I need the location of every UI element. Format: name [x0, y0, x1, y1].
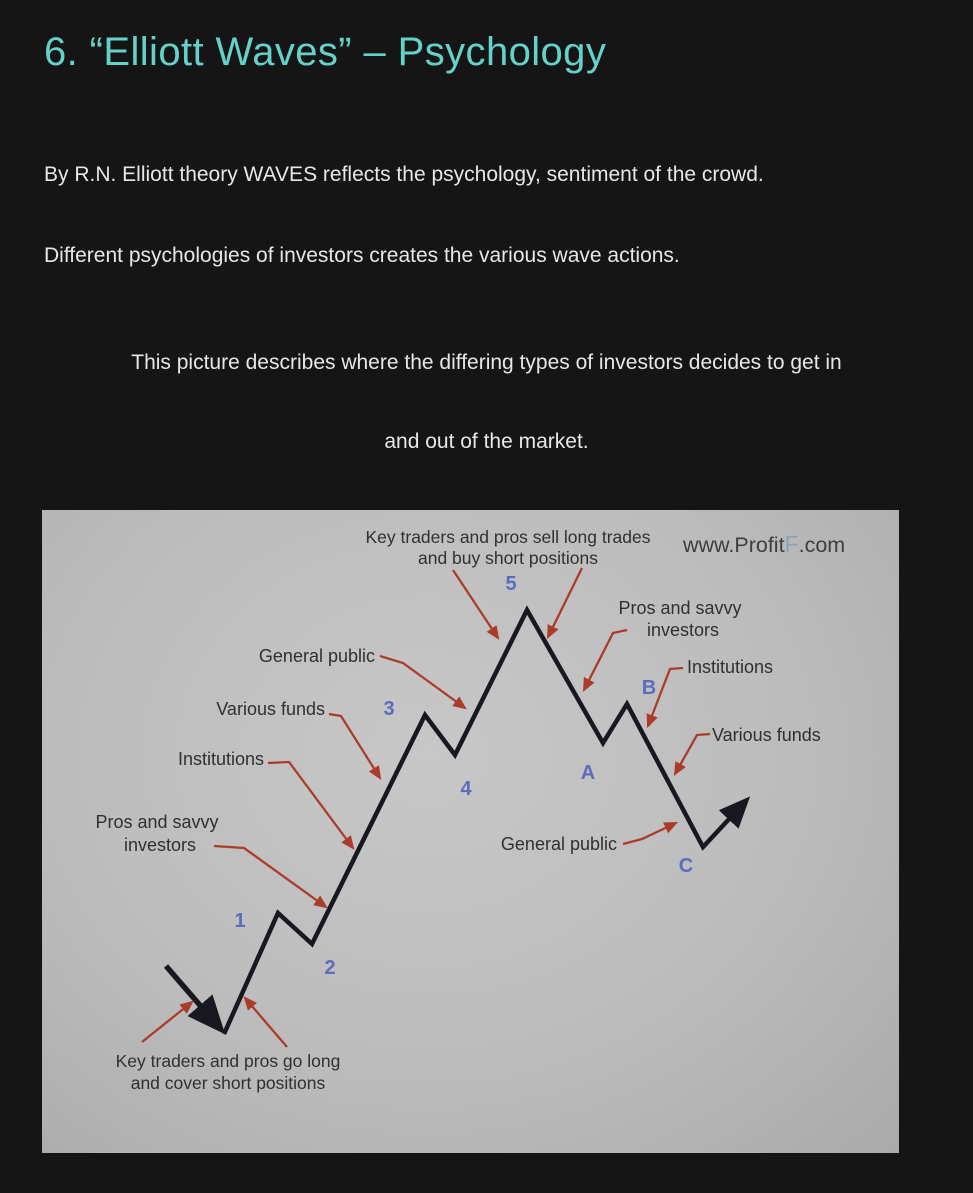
watermark-profitf: www.ProfitF.com: [683, 531, 846, 557]
paragraph-crowd-psychology: By R.N. Elliott theory WAVES reflects the psychology, sentiment of the crowd.: [44, 163, 764, 186]
diagram-label-5: Various funds: [712, 725, 821, 745]
diagram-label-2: Pros and savvy: [618, 598, 742, 618]
elliott-wave-svg: [42, 510, 899, 1153]
wave-label-2: 2: [324, 957, 336, 979]
paragraph-wave-actions: Different psychologies of investors creates the various wave actions.: [44, 244, 680, 267]
paragraph-picture-intro-line1: This picture describes where the differing types of investors decides to get in: [131, 351, 842, 374]
wave-label-B: B: [641, 677, 657, 699]
wave-label-C: C: [678, 855, 694, 877]
page-title: 6. “Elliott Waves” – Psychology: [44, 30, 607, 74]
paragraph-picture-intro-line2: and out of the market.: [384, 430, 589, 453]
arrow-general-public-right: [623, 823, 676, 844]
diagram-label-4: Institutions: [687, 657, 774, 677]
wave-label-A: A: [580, 762, 596, 784]
elliott-wave-figure: [42, 510, 899, 1153]
diagram-label-3: investors: [646, 620, 720, 640]
arrow-go-long-left: [142, 1002, 192, 1042]
wave-label-1: 1: [234, 910, 246, 932]
arrow-sell-long-left: [453, 570, 498, 638]
diagram-label-7: General public: [258, 646, 375, 666]
diagram-label-6: General public: [500, 834, 617, 854]
arrow-go-long-right: [245, 998, 287, 1047]
wave-label-3: 3: [383, 698, 395, 720]
diagram-label-8: Various funds: [216, 699, 325, 719]
diagram-label-12: Key traders and pros go long: [115, 1051, 341, 1071]
arrow-various-funds-right: [675, 734, 710, 774]
wave-label-4: 4: [460, 778, 472, 800]
arrow-pros-savvy-right: [584, 630, 627, 690]
diagram-label-10: Pros and savvy: [95, 812, 219, 832]
diagram-label-1: and buy short positions: [418, 548, 598, 568]
diagram-label-9: Institutions: [177, 749, 264, 769]
arrow-pros-savvy-left: [214, 846, 326, 907]
arrow-various-funds-left: [329, 714, 380, 778]
arrow-institutions-left: [268, 762, 353, 848]
wave-label-5: 5: [505, 573, 517, 595]
diagram-label-11: investors: [123, 835, 197, 855]
arrow-sell-long-right: [548, 568, 582, 637]
diagram-label-13: and cover short positions: [130, 1073, 326, 1093]
wave-line: [224, 610, 744, 1034]
diagram-label-0: Key traders and pros sell long trades: [365, 527, 651, 547]
